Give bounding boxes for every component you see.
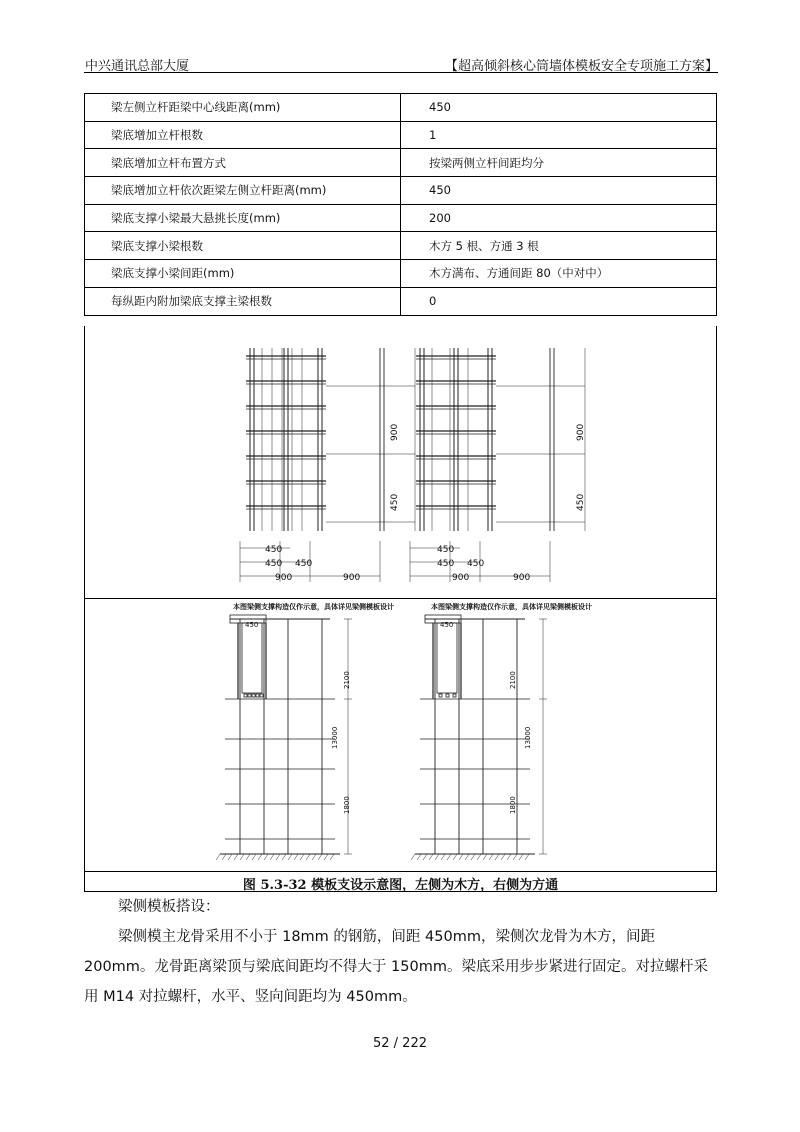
param-label: 梁底支撑小梁最大悬挑长度(mm) bbox=[85, 204, 401, 232]
param-label: 每纵距内附加梁底支撑主梁根数 bbox=[85, 287, 401, 315]
figure-caption: 图 5.3-32 模板支设示意图，左侧为木方，右侧为方通 bbox=[242, 878, 559, 893]
param-value: 450 bbox=[401, 94, 717, 122]
param-value: 200 bbox=[401, 204, 717, 232]
plan-dim-900-right: 900 bbox=[343, 573, 361, 583]
parameter-table bbox=[84, 93, 717, 316]
param-value: 木方 5 根、方通 3 根 bbox=[401, 232, 717, 260]
plan-dim-900-left-r: 900 bbox=[452, 573, 470, 583]
param-row bbox=[85, 232, 717, 260]
section-h-total-l: 13000 bbox=[331, 726, 339, 749]
section-h-total-r: 13000 bbox=[524, 726, 532, 749]
plan-dim-450-left-r: 450 bbox=[437, 559, 455, 569]
param-label: 梁左侧立杆距梁中心线距离(mm) bbox=[85, 94, 401, 122]
plan-view-drawings bbox=[85, 326, 716, 598]
param-row bbox=[85, 177, 717, 205]
body-paragraph: 梁侧模主龙骨采用不小于 18mm 的钢筋，间距 450mm，梁侧次龙骨为木方，间距 200mm。龙骨距离梁顶与梁底间距均不得大于 150mm。梁底采用步步紧进行固定。对拉螺杆采用 M14 对拉螺杆，水平、竖向间距均为 450mm。 bbox=[84, 929, 708, 1005]
section-view-drawings bbox=[85, 599, 716, 871]
plan-dim-450-right-r: 450 bbox=[467, 559, 485, 569]
plan-dim-450-right: 450 bbox=[295, 559, 313, 569]
param-value: 0 bbox=[401, 287, 717, 315]
section-top-dim-r: 450 bbox=[440, 621, 454, 629]
plan-dim-450-left: 450 bbox=[265, 559, 283, 569]
plan-side-450-r: 450 bbox=[576, 493, 586, 511]
section-h-lower-l: 1800 bbox=[343, 796, 351, 814]
section-h-upper-l: 2100 bbox=[343, 671, 351, 689]
plan-side-900-r: 900 bbox=[576, 423, 586, 441]
plan-dim-900-right-r: 900 bbox=[513, 573, 531, 583]
figure-box bbox=[84, 326, 717, 892]
param-label: 梁底增加立杆布置方式 bbox=[85, 149, 401, 177]
param-label: 梁底增加立杆依次距梁左侧立杆距离(mm) bbox=[85, 177, 401, 205]
section-heading: 梁侧模板搭设： bbox=[118, 899, 220, 915]
param-row bbox=[85, 149, 717, 177]
param-value: 1 bbox=[401, 121, 717, 149]
plan-dim-450-top: 450 bbox=[265, 545, 283, 555]
param-row bbox=[85, 287, 717, 315]
plan-dim-450-top-r: 450 bbox=[437, 545, 455, 555]
section-h-lower-r: 1800 bbox=[509, 796, 517, 814]
caption-divider bbox=[85, 871, 716, 872]
plan-dim-900-left: 900 bbox=[275, 573, 293, 583]
section-note-left: 本图梁侧支撑构造仅作示意，具体详见梁侧模板设计 bbox=[233, 603, 394, 611]
plan-side-450: 450 bbox=[390, 493, 400, 511]
page-number: 52 / 222 bbox=[373, 1036, 427, 1051]
param-row bbox=[85, 204, 717, 232]
param-row bbox=[85, 94, 717, 122]
param-row bbox=[85, 121, 717, 149]
param-value: 木方满布、方通间距 80（中对中） bbox=[401, 260, 717, 288]
param-label: 梁底支撑小梁根数 bbox=[85, 232, 401, 260]
plan-side-900: 900 bbox=[390, 423, 400, 441]
param-label: 梁底增加立杆根数 bbox=[85, 121, 401, 149]
param-label: 梁底支撑小梁间距(mm) bbox=[85, 260, 401, 288]
param-value: 450 bbox=[401, 177, 717, 205]
header-divider bbox=[84, 72, 718, 73]
param-value: 按梁两侧立杆间距均分 bbox=[401, 149, 717, 177]
section-h-upper-r: 2100 bbox=[509, 671, 517, 689]
header-left-title: 中兴通讯总部大厦 bbox=[85, 59, 190, 74]
section-note-right: 本图梁侧支撑构造仅作示意，具体详见梁侧模板设计 bbox=[431, 603, 592, 611]
header-right-title: 【超高倾斜核心筒墙体模板安全专项施工方案】 bbox=[444, 59, 718, 74]
param-row bbox=[85, 260, 717, 288]
section-top-dim-l: 450 bbox=[245, 621, 259, 629]
